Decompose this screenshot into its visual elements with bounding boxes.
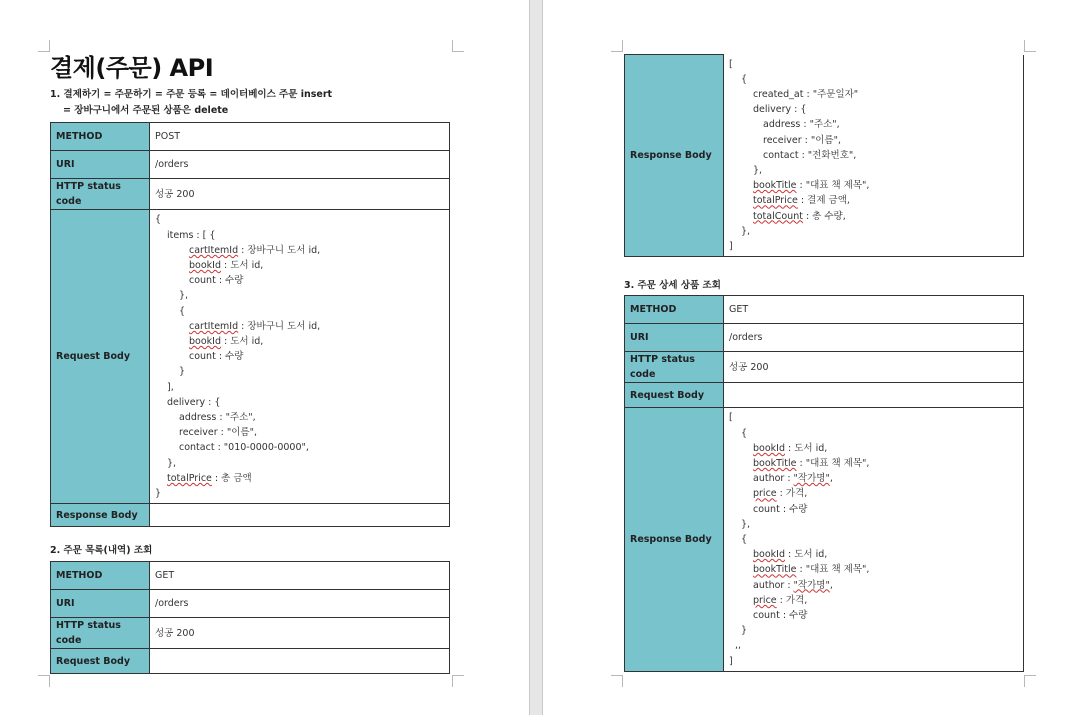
method-label: METHOD (625, 296, 724, 324)
method-label: METHOD (51, 123, 150, 151)
api-table-create-order (50, 122, 450, 527)
code-line: delivery : { (167, 396, 221, 408)
uri-label: URI (625, 324, 724, 352)
code-line: bookId : 도서 id, (753, 442, 828, 454)
code-line: count : 수량 (189, 275, 244, 287)
code-line: author : "작가명", (753, 473, 833, 485)
status-value: 성공 200 (150, 179, 450, 210)
code-line: count : 수량 (753, 610, 808, 622)
code-line: }, (741, 518, 751, 530)
crop-mark (38, 40, 50, 52)
crop-mark (38, 675, 50, 687)
code-line: totalPrice : 결제 금액, (753, 195, 850, 207)
code-line: { (741, 73, 748, 85)
code-line: ] (729, 655, 733, 667)
code-line: bookId : 도서 id, (189, 260, 264, 272)
response-body-label: Response Body (625, 55, 724, 257)
request-body-value (150, 649, 450, 674)
code-line: { (741, 427, 748, 439)
section-2-heading: 2. 주문 목록(내역) 조회 (50, 545, 153, 556)
status-value: 성공 200 (724, 352, 1024, 383)
code-line: delivery : { (753, 104, 807, 116)
request-body-code (150, 210, 450, 504)
crop-mark (611, 675, 623, 687)
status-label: HTTP status code (51, 179, 150, 210)
api-table-order-detail (624, 295, 1024, 672)
code-line: cartItemId : 장바구니 도서 id, (189, 244, 321, 256)
code-line: address : "주소", (763, 119, 840, 131)
response-body-label: Response Body (625, 408, 724, 671)
code-line: bookTitle : "대표 책 제목", (753, 564, 870, 576)
code-line: contact : "010-0000-0000", (179, 442, 309, 454)
response-body-code (724, 408, 1024, 671)
code-line: address : "주소", (179, 412, 256, 424)
code-line: bookId : 도서 id, (189, 336, 264, 348)
uri-value: /orders (150, 590, 450, 618)
code-line: receiver : "이름", (763, 134, 841, 146)
code-line: }, (741, 225, 751, 237)
crop-mark (452, 675, 464, 687)
code-line: } (741, 625, 748, 637)
code-line: cartItemId : 장바구니 도서 id, (189, 320, 321, 332)
code-line: [ (729, 58, 733, 70)
crop-mark (1024, 40, 1036, 52)
method-value: GET (724, 296, 1024, 324)
document-page-1 (0, 0, 529, 715)
request-body-label: Request Body (51, 210, 150, 504)
code-line: }, (753, 164, 763, 176)
code-line: author : "작가명", (753, 579, 833, 591)
response-body-code (724, 55, 1024, 257)
code-line: totalPrice : 총 금액 (167, 472, 252, 484)
code-line: ] (729, 240, 733, 252)
code-line: bookTitle : "대표 책 제목", (753, 180, 870, 192)
code-line: price : 가격, (753, 488, 808, 500)
code-line: { (741, 534, 748, 546)
section-1-heading: 1. 결제하기 = 주문하기 = 주문 등록 = 데이터베이스 주문 insert = 장바구니에서 주문된 상품은 delete (50, 89, 333, 116)
crop-mark (1024, 675, 1036, 687)
document-page-2 (543, 0, 1073, 715)
code-line: ,, (735, 640, 742, 652)
code-line: contact : "전화번호", (763, 149, 857, 161)
code-line: bookId : 도서 id, (753, 549, 828, 561)
response-body-value (150, 504, 450, 527)
code-line: { (179, 305, 186, 317)
uri-label: URI (51, 590, 150, 618)
code-line: [ (729, 412, 733, 424)
code-line: count : 수량 (753, 503, 808, 515)
code-line: }, (179, 290, 189, 302)
code-line: receiver : "이름", (179, 427, 257, 439)
uri-label: URI (51, 151, 150, 179)
uri-value: /orders (150, 151, 450, 179)
api-table-order-list-response (624, 54, 1024, 257)
status-label: HTTP status code (625, 352, 724, 383)
status-value: 성공 200 (150, 618, 450, 649)
crop-mark (611, 40, 623, 52)
code-line: price : 가격, (753, 594, 808, 606)
response-body-label: Response Body (51, 504, 150, 527)
code-line: }, (167, 457, 177, 469)
code-line: } (155, 488, 162, 500)
code-line: } (179, 366, 186, 378)
code-line: bookTitle : "대표 책 제목", (753, 458, 870, 470)
request-body-label: Request Body (51, 649, 150, 674)
code-line: totalCount : 총 수량, (753, 210, 846, 222)
code-line: { (155, 214, 162, 226)
request-body-value (724, 383, 1024, 408)
method-value: POST (150, 123, 450, 151)
api-table-order-list (50, 561, 450, 674)
method-value: GET (150, 562, 450, 590)
code-line: count : 수량 (189, 351, 244, 363)
crop-mark (452, 40, 464, 52)
request-body-label: Request Body (625, 383, 724, 408)
uri-value: /orders (724, 324, 1024, 352)
method-label: METHOD (51, 562, 150, 590)
status-label: HTTP status code (51, 618, 150, 649)
section-3-heading: 3. 주문 상세 상품 조회 (624, 280, 721, 291)
page-gap (529, 0, 543, 715)
code-line: ], (167, 381, 174, 393)
page-title: 결제(주문) API (50, 54, 214, 82)
code-line: created_at : "주문일자" (753, 88, 859, 100)
code-line: items : [ { (167, 229, 216, 241)
